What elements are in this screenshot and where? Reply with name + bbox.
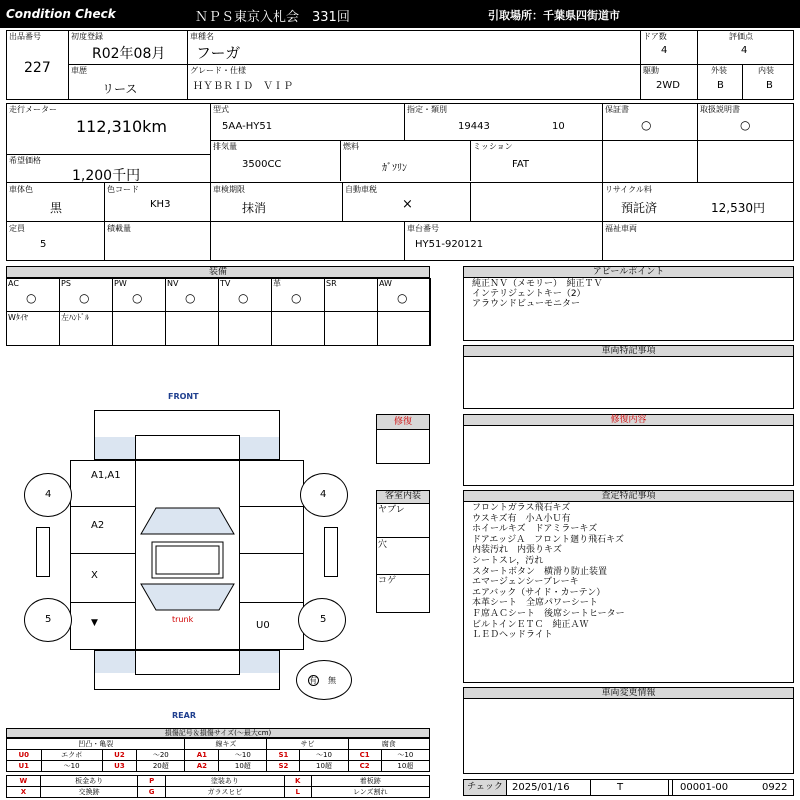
color-code-value: KH3 <box>150 199 171 210</box>
equipment-cell <box>324 311 378 346</box>
legend-cell: X <box>7 787 41 798</box>
legend-cell: 〜10 <box>300 750 348 761</box>
legend-cell: U2 <box>102 750 137 761</box>
inspection-note-line: エアバック（サイド・カーテン） <box>472 587 606 598</box>
equipment-mark: ○ <box>185 291 196 305</box>
history-value: リース <box>102 82 138 96</box>
repair-title: 修復 <box>376 414 430 430</box>
equipment-lhd: 左ﾊﾝﾄﾞﾙ <box>61 313 89 322</box>
capacity-label: 定員 <box>9 224 25 233</box>
car-name-value: フーガ <box>196 44 241 62</box>
displacement-label: 排気量 <box>213 142 237 151</box>
capacity-value: 5 <box>40 239 47 250</box>
inspection-note-line: Ｆ席ＡＣシート 後席シートヒーター <box>472 608 625 619</box>
footer-code: 00001-00 <box>680 782 729 793</box>
legend-group: サビ <box>267 739 348 750</box>
cabin-burn: コゲ <box>378 576 397 586</box>
legend-cell: 〜10 <box>381 750 429 761</box>
interior-value: B <box>766 80 773 91</box>
inspection-note-line: 内装汚れ 内張りキズ <box>472 545 562 556</box>
cabin-tear: ヤブレ <box>378 505 405 515</box>
legend-group: 線キズ <box>185 739 267 750</box>
damage-legend <box>6 728 430 798</box>
legend-cell: A2 <box>185 761 219 772</box>
inspection-notes-title: 査定特記事項 <box>463 490 794 502</box>
legend-cell: U0 <box>7 750 42 761</box>
inspection-note-line: ホイールキズ ドアミラーキズ <box>472 524 598 535</box>
rear-label: REAR <box>172 711 196 720</box>
car-diagram <box>0 380 372 720</box>
designation-label: 指定・類別 <box>407 105 447 114</box>
damage-mark-x: X <box>91 570 98 581</box>
car-name-label: 車種名 <box>190 32 214 41</box>
recycle-label: リサイクル料 <box>605 185 652 194</box>
equipment-cell <box>377 311 431 346</box>
score-value: 4 <box>741 45 748 56</box>
equipment-label: 革 <box>273 279 281 288</box>
legend-cell: S1 <box>267 750 300 761</box>
equipment-title: 装備 <box>6 266 430 278</box>
body-color-value: 黒 <box>50 201 63 215</box>
legend-cell: 塗装あり <box>165 776 284 787</box>
equipment-mark: ○ <box>132 291 143 305</box>
warranty-value: ○ <box>641 118 652 132</box>
equipment-label: PW <box>114 279 127 288</box>
inspection-note-line: ウスキズ有 小Ａ小Ｕ有 <box>472 513 571 524</box>
legend-cell: C2 <box>348 761 381 772</box>
legend-group: 腐食 <box>348 739 429 750</box>
drive-label: 駆動 <box>643 66 659 75</box>
lot-number: 227 <box>24 60 51 76</box>
tax-value: × <box>402 197 413 212</box>
change-info-title: 車両変更情報 <box>463 687 794 699</box>
auction-title: ＮＰＳ東京入札会 331回 <box>195 10 350 25</box>
equipment-label: SR <box>326 279 337 288</box>
inspection-note-line: ドアエッジＡ フロント廻り飛石キズ <box>472 534 624 545</box>
equipment-cell <box>271 311 325 346</box>
cabin-hole: 穴 <box>378 540 388 550</box>
lot-label: 出品番号 <box>9 32 41 41</box>
exterior-value: B <box>717 80 724 91</box>
manual-value: ○ <box>740 118 751 132</box>
legend-cell: L <box>284 787 311 798</box>
appeal-line: アラウンドビューモニター <box>472 299 581 309</box>
legend-cell: P <box>138 776 166 787</box>
tax-label: 自動車税 <box>345 185 377 194</box>
legend-cell: 〜20 <box>137 750 185 761</box>
legend-cell: U1 <box>7 761 42 772</box>
inspection-note-line: シートスレ，汚れ <box>472 555 544 566</box>
mileage-label: 走行メーター <box>9 105 57 114</box>
equipment-mark: ○ <box>291 291 302 305</box>
legend-cell: ガラスヒビ <box>165 787 284 798</box>
legend-cell: 10超 <box>219 761 267 772</box>
history-label: 車歴 <box>71 66 87 75</box>
equipment-cell <box>218 311 272 346</box>
damage-mark-u0: U0 <box>256 620 270 631</box>
checker: T <box>617 782 624 793</box>
check-date: 2025/01/16 <box>512 782 570 793</box>
chassis-label: 車台番号 <box>407 224 439 233</box>
legend-cell: G <box>138 787 166 798</box>
color-code-label: 色コード <box>107 185 139 194</box>
legend-cell: 10超 <box>381 761 429 772</box>
desired-price-label: 希望価格 <box>9 156 41 165</box>
equipment-mark: ○ <box>397 291 408 305</box>
legend-cell: 板金あり <box>40 776 138 787</box>
doors-value: 4 <box>661 45 668 56</box>
footer-num: 0922 <box>762 782 788 793</box>
drive-value: 2WD <box>656 80 680 91</box>
welfare-label: 福祉車両 <box>605 224 637 233</box>
smoking-indicator <box>296 660 352 700</box>
appeal-line: インテリジェントキー（2） <box>472 289 586 299</box>
chassis-value: HY51-920121 <box>415 239 484 250</box>
designation-value: 19443 <box>458 121 490 132</box>
equipment-mark: ○ <box>79 291 90 305</box>
equipment-label: AC <box>8 279 19 288</box>
special-notes-title: 車両特記事項 <box>463 345 794 357</box>
legend-cell: レンズ割れ <box>311 787 430 798</box>
interior-label: 内装 <box>758 66 774 75</box>
legend-cell: C1 <box>348 750 381 761</box>
legend-cell: 〜10 <box>41 761 102 772</box>
equipment-wtire: Wﾀｲﾔ <box>8 313 28 322</box>
legend-title: 損傷記号＆損傷サイズ(〜最大cm) <box>6 728 430 738</box>
score-label: 評価点 <box>729 32 753 41</box>
class-value: 10 <box>552 121 565 132</box>
smoke-no: 無 <box>328 676 336 685</box>
transmission-value: FAT <box>512 159 530 170</box>
repair-content-title: 修復内容 <box>463 414 794 426</box>
legend-cell: 20超 <box>137 761 185 772</box>
legend-cell: K <box>284 776 311 787</box>
first-reg-value: R02年08月 <box>92 46 166 62</box>
first-reg-label: 初度登録 <box>71 32 103 41</box>
fuel-value: ｶﾞｿﾘﾝ <box>382 163 407 174</box>
damage-mark-a2: A2 <box>91 520 105 531</box>
equipment-cell <box>165 311 219 346</box>
warranty-label: 保証書 <box>605 105 629 114</box>
inspection-notes-list <box>472 503 625 641</box>
smoke-yes: 有 <box>309 676 317 685</box>
left-side-panel[interactable] <box>36 527 50 577</box>
legend-cell: 〜10 <box>219 750 267 761</box>
model-value: 5AA-HY51 <box>222 121 273 132</box>
equipment-mark: ○ <box>238 291 249 305</box>
inspection-label: 車検期限 <box>213 185 245 194</box>
inspection-note-line: ＬＥＤヘッドライト <box>472 630 553 641</box>
tire-fr-value: 4 <box>320 489 327 500</box>
header-bar <box>0 0 800 28</box>
load-label: 積載量 <box>107 224 131 233</box>
tire-rl-value: 5 <box>45 614 52 625</box>
legend-cell: 10超 <box>300 761 348 772</box>
grade-label: グレード・仕様 <box>190 66 246 75</box>
legend-cell: 着板跡 <box>311 776 430 787</box>
trunk-label: trunk <box>172 615 194 624</box>
front-label: FRONT <box>168 392 199 401</box>
inspection-value: 抹消 <box>242 201 267 215</box>
damage-mark-w: ▼ <box>91 618 98 628</box>
displacement-value: 3500CC <box>242 159 282 170</box>
appeal-line: 純正ＮＶ（メモリー） 純正ＴＶ <box>472 279 603 289</box>
change-info-panel <box>463 687 794 774</box>
legend-table-2 <box>6 775 430 798</box>
legend-cell: S2 <box>267 761 300 772</box>
legend-group: 凹凸・亀裂 <box>7 739 185 750</box>
inspection-note-line: エマージェンシーブレーキ <box>472 577 579 588</box>
inspection-note-line: スタートボタン 横滑り防止装置 <box>472 566 608 577</box>
legend-table <box>6 738 430 772</box>
pickup-location: 引取場所：千葉県四街道市 <box>488 9 620 22</box>
exterior-label: 外装 <box>711 66 727 75</box>
equipment-label: TV <box>220 279 231 288</box>
desired-price-value: 1,200千円 <box>72 168 141 184</box>
recycle-amount: 12,530円 <box>711 201 765 215</box>
cabin-title: 客室内装 <box>376 490 430 504</box>
inspection-note-line: 本革シート 全席パワーシート <box>472 598 598 609</box>
tire-rr-value: 5 <box>320 614 327 625</box>
legend-cell: U3 <box>102 761 137 772</box>
doors-label: ドア数 <box>643 32 667 41</box>
damage-mark-a1: A1,A1 <box>91 470 121 481</box>
legend-cell: エクボ <box>41 750 102 761</box>
legend-cell: A1 <box>185 750 219 761</box>
recycle-status: 預託済 <box>621 201 658 215</box>
condition-check-title: Condition Check <box>6 7 116 21</box>
equipment-label: AW <box>379 279 392 288</box>
equipment-label: PS <box>61 279 71 288</box>
cabin-glass-icon <box>136 500 239 620</box>
tire-fl-value: 4 <box>45 489 52 500</box>
inspection-note-line: ビルトインＥＴＣ 純正ＡＷ <box>472 619 589 630</box>
body-color-label: 車体色 <box>9 185 33 194</box>
transmission-label: ミッション <box>473 142 513 151</box>
legend-cell: W <box>7 776 41 787</box>
grade-value: ＨＹＢＲＩＤ ＶＩＰ <box>193 81 293 92</box>
mileage-value: 112,310km <box>76 117 168 136</box>
legend-cell: 交換跡 <box>40 787 138 798</box>
appeal-list <box>472 279 603 309</box>
equipment-label: NV <box>167 279 179 288</box>
equipment-cell <box>112 311 166 346</box>
appeal-title: アピールポイント <box>463 266 794 278</box>
fuel-label: 燃料 <box>343 142 359 151</box>
right-side-panel[interactable] <box>324 527 338 577</box>
equipment-mark: ○ <box>26 291 37 305</box>
inspection-note-line: フロントガラス飛石キズ <box>472 503 571 513</box>
model-label: 型式 <box>213 105 229 114</box>
check-label: チェック <box>463 779 507 796</box>
manual-label: 取扱説明書 <box>700 105 740 114</box>
